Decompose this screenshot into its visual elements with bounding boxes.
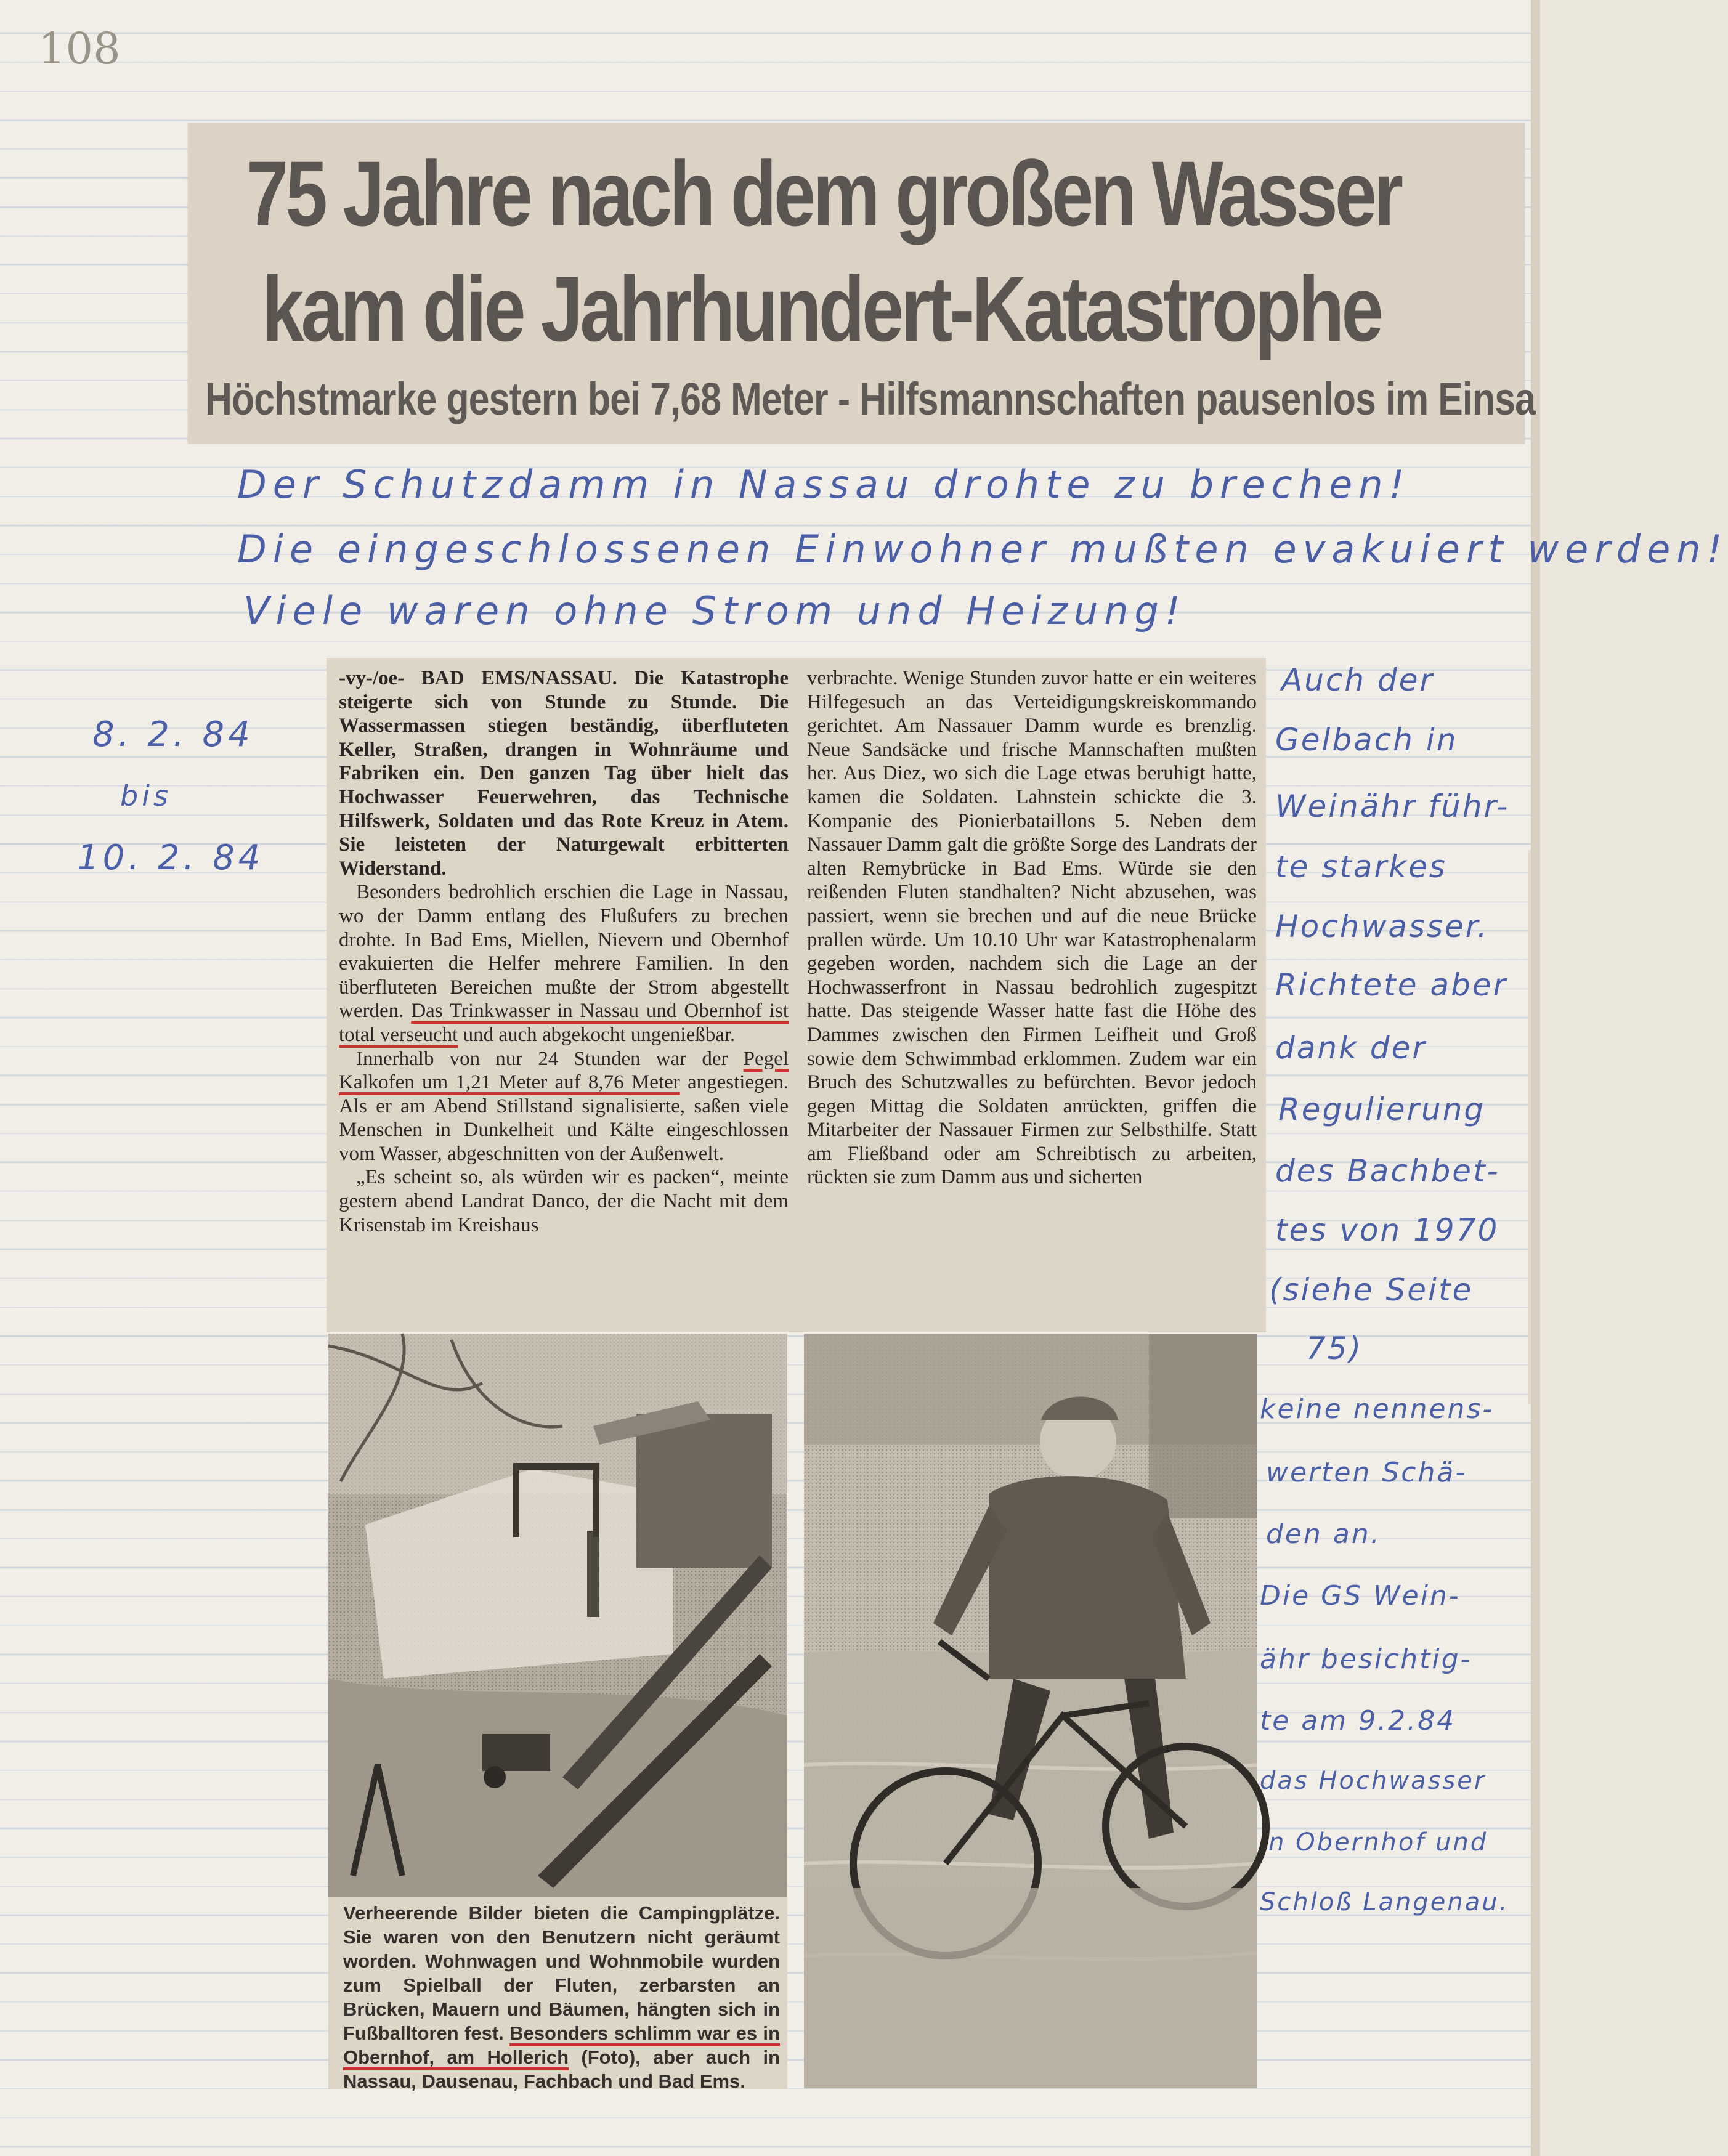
article-text: und auch abgekocht ungenießbar. bbox=[458, 1023, 736, 1046]
article-column-1 bbox=[339, 667, 789, 1237]
handwritten-side-line: das Hochwasser bbox=[1260, 1767, 1487, 1795]
handwritten-side-line: tes von 1970 bbox=[1275, 1212, 1499, 1248]
handwritten-date-from: 8. 2. 84 bbox=[92, 715, 254, 755]
handwritten-side-line: te starkes bbox=[1275, 849, 1447, 885]
handwritten-side-line: des Bachbet- bbox=[1275, 1153, 1500, 1189]
article-text: Besonders bedrohlich erschien die Lage in Nassau, wo der Damm entlang des Flußufers zu brechen drohte. In Bad Ems, Miellen, Nievern und Obernhof evakuierten die Helfer mehrere Familien. In den überfluteten Bereichen mußte der Strom abgestellt werden. bbox=[339, 881, 789, 1023]
underlined-passage-water-level: Pegel Kalkofen um 1,21 Meter auf 8,76 Meter bbox=[339, 1047, 789, 1094]
handwritten-side-line: Auch der bbox=[1281, 662, 1435, 698]
article-paragraph-4: „Es scheint so, als würden wir es packen“, meinte gestern abend Landrat Danco, der die Nacht mit dem Krisenstab im Kreishaus bbox=[339, 1166, 789, 1236]
article-text: angestiegen. Als er am Abend Stillstand signalisierte, saßen viele Menschen in Dunkelheit und Kälte eingeschlossen vom Wasser, abgeschnitten von der Außenwelt. bbox=[339, 1071, 789, 1165]
handwritten-top-line-3: Viele waren ohne Strom und Heizung! bbox=[243, 588, 1186, 633]
article-lead: -vy-/oe- BAD EMS/NASSAU. Die Katastrophe steigerte sich von Stunde zu Stunde. Die Wassermassen stiegen beständig, überfluteten Keller, Straßen, drangen in Wohnräume und Fabriken ein. Den ganzen Tag über hielt das Hochwasser Feuerwehren, das Technische Hilfswerk, Soldaten und das Rote Kreuz in Atem. Sie leisteten der Naturgewalt erbitterten Widerstand. bbox=[339, 667, 789, 880]
handwritten-top-line-1: Der Schutzdamm in Nassau drohte zu brechen! bbox=[237, 462, 1411, 507]
handwritten-side-line: 75) bbox=[1306, 1331, 1363, 1366]
underlined-passage-drinking-water: Das Trinkwasser in Nassau und Obernhof ist total verseucht bbox=[339, 1000, 789, 1046]
handwritten-side-line: Die GS Wein- bbox=[1260, 1580, 1461, 1611]
article-paragraph-3 bbox=[339, 1047, 789, 1166]
headline-line-2: kam die Jahrhundert-Katastrophe bbox=[262, 257, 1381, 360]
headline-clipping bbox=[188, 123, 1536, 444]
handwritten-date-separator: bis bbox=[120, 779, 172, 813]
handwritten-side-line: werten Schä- bbox=[1266, 1457, 1467, 1488]
handwritten-side-line: (siehe Seite bbox=[1269, 1272, 1474, 1308]
handwritten-date-to: 10. 2. 84 bbox=[77, 838, 264, 878]
article-column-2 bbox=[807, 667, 1257, 1189]
handwritten-side-line: keine nennens- bbox=[1260, 1393, 1495, 1425]
handwritten-top-line-2: Die eingeschlossenen Einwohner mußten evakuiert werden! bbox=[237, 527, 1728, 572]
photo-cyclist-in-flood bbox=[804, 1334, 1257, 2088]
handwritten-side-line: dank der bbox=[1275, 1030, 1427, 1066]
handwritten-side-line: den an. bbox=[1266, 1518, 1381, 1550]
page-number: 108 bbox=[38, 23, 121, 74]
handwritten-side-line: Schloß Langenau. bbox=[1260, 1888, 1509, 1916]
article-column-2-text: verbrachte. Wenige Stunden zuvor hatte er ein weiteres Hilfegesuch an das Verteidigungskreiskommando gerichtet. Am Nassauer Damm wurde es brenzlig. Neue Sandsäcke und frische Mannschaften mußten her. Aus Diez, wo sich die Lage etwas beruhigt hatte, kamen die Soldaten. Lahnstein schickte die 3. Kompanie des Pionierbataillons 5. Neben dem Nassauer Damm galt die größte Sorge des Landrats der alten Remybrücke in Bad Ems. Würde sie den reißenden Fluten standhalten? Nicht abzusehen, was passiert, wenn sie brechen und auf die neue Brücke prallen würde. Um 10.10 Uhr war Katastrophenalarm gegeben worden, nachdem sich die Lage an der Hochwasserfront in Nassau bedrohlich zugespitzt hatte. Das steigende Wasser hatte fast die Höhe des Dammes zwischen den Firmen Leifheit und Groß sowie dem Schwimmbad erklommen. Zudem war ein Bruch des Schutzwalles zu befürchten. Bevor jedoch gegen Mittag die Soldaten anrückten, griffen die Mitarbeiter der Nassauer Firmen zur Selbsthilfe. Statt am Fließband oder am Schreibtisch zu arbeiten, rückten sie zum Damm aus und sicherten bbox=[807, 667, 1257, 1189]
caption-text: (Foto), aber auch in Nassau, Dausenau, Fachbach und Bad Ems. bbox=[343, 2046, 780, 2092]
headline-subline: Höchstmarke gestern bei 7,68 Meter - Hilfsmannschaften pausenlos im Einsa bbox=[205, 373, 1536, 424]
handwritten-side-line: ähr besichtig- bbox=[1260, 1643, 1472, 1675]
underlined-passage-obernhof: Besonders schlimm war es in Obernhof, am Hollerich bbox=[343, 2022, 780, 2068]
handwritten-side-line: Weinähr führ- bbox=[1275, 788, 1510, 824]
handwritten-side-line: Regulierung bbox=[1278, 1092, 1486, 1127]
handwritten-side-line: Gelbach in bbox=[1275, 722, 1458, 758]
handwritten-side-line: te am 9.2.84 bbox=[1260, 1705, 1456, 1737]
cyclist-illustration bbox=[804, 1334, 1257, 2088]
headline-line-1: 75 Jahre nach dem großen Wasser bbox=[246, 142, 1401, 245]
caption-text: Verheerende Bilder bieten die Campingplätze. Sie waren von den Benutzern nicht geräumt worden. Wohnwagen und Wohnmobile wurden zum Spielball der Fluten, zerbarsten an Brücken, Mauern und Bäumen, hängten sich in Fußballtoren fest. bbox=[343, 1902, 780, 2044]
book-spine-edge bbox=[1531, 0, 1540, 2156]
article-paragraph-2 bbox=[339, 880, 789, 1047]
photo-caption bbox=[328, 1897, 787, 2092]
article-clipping bbox=[327, 658, 1266, 1332]
handwritten-side-line: in Obernhof und bbox=[1260, 1828, 1488, 1857]
article-text: Innerhalb von nur 24 Stunden war der bbox=[356, 1047, 744, 1070]
campsite-illustration bbox=[328, 1334, 787, 1897]
handwritten-side-line: Richtete aber bbox=[1275, 967, 1508, 1003]
handwritten-side-line: Hochwasser. bbox=[1275, 909, 1489, 944]
